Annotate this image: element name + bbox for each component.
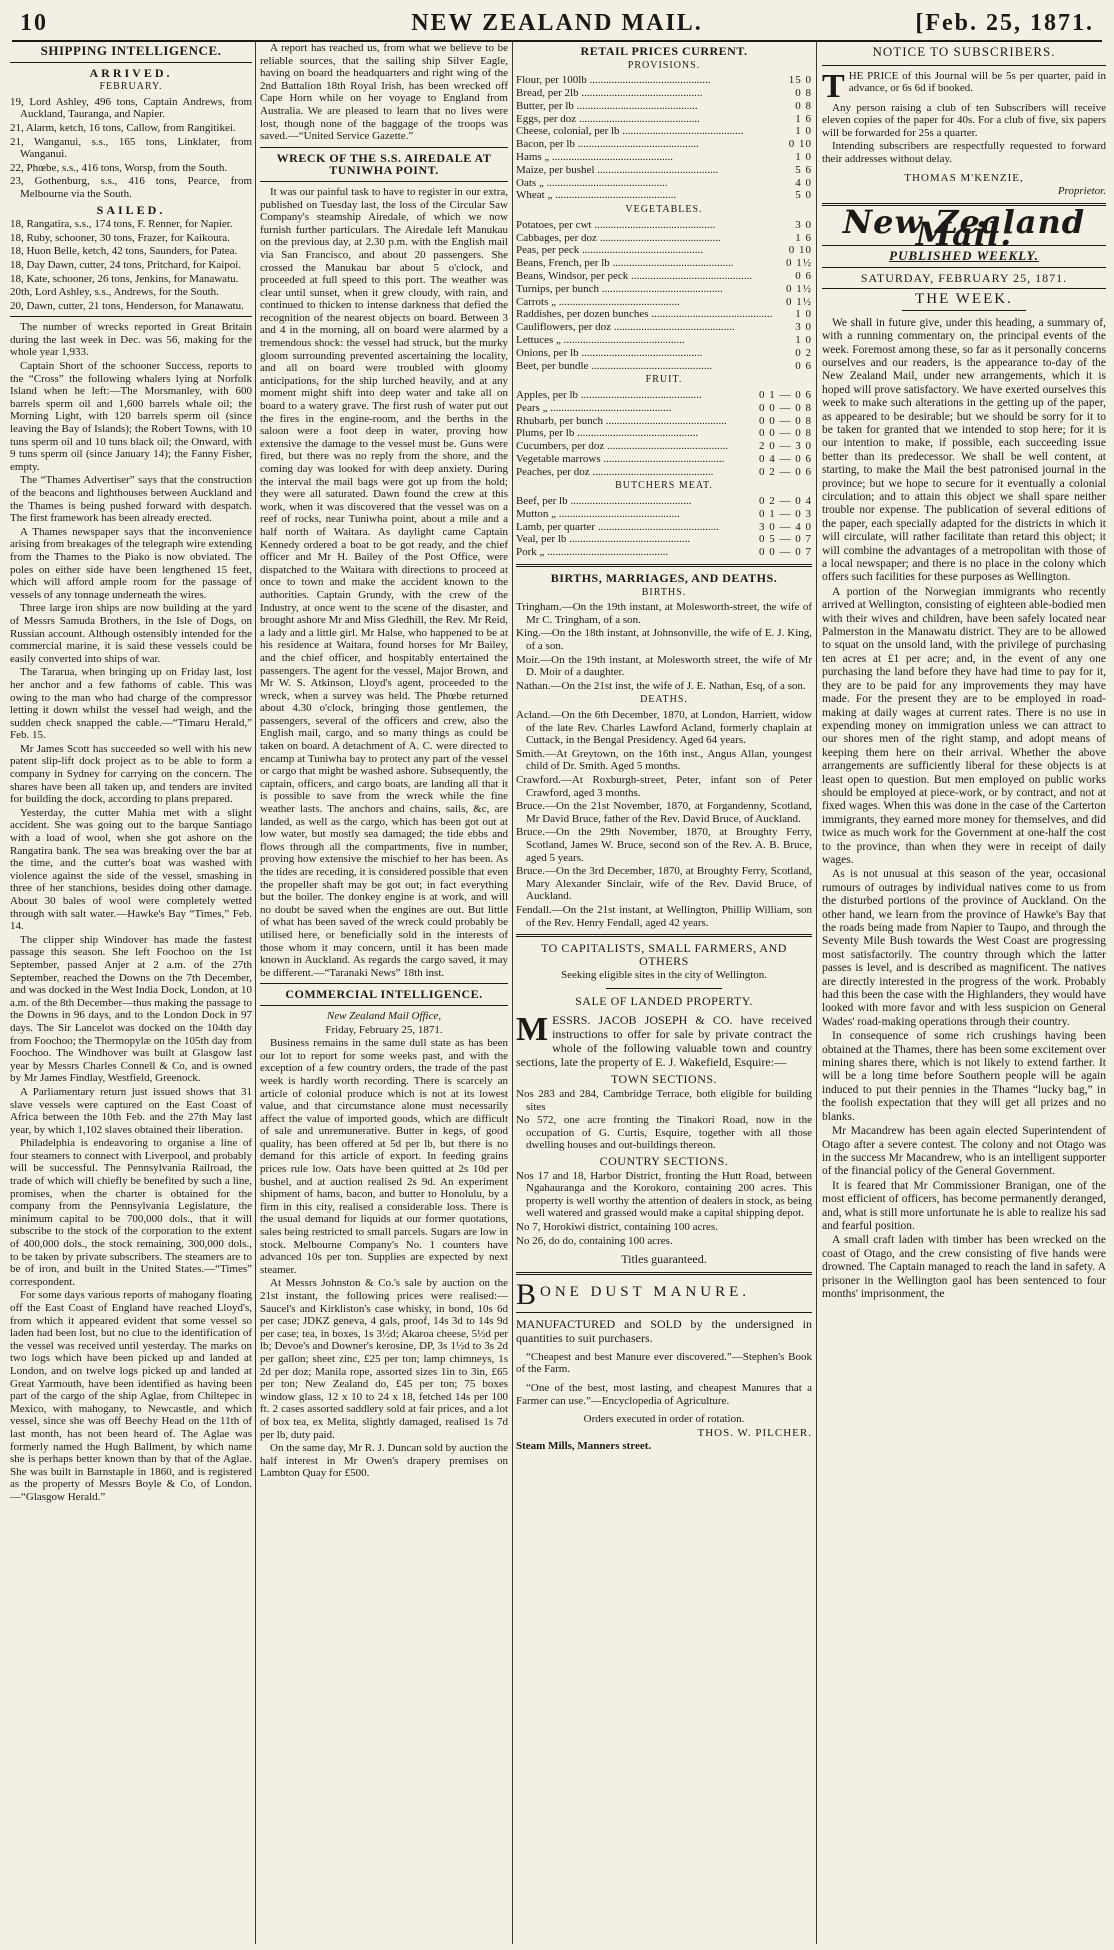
price-row	[516, 244, 812, 257]
bmd-heading: BIRTHS, MARRIAGES, AND DEATHS.	[550, 571, 778, 586]
price-value: 0 2 — 0 6	[759, 465, 812, 478]
birth-entry: Moir.—On the 19th instant, at Molesworth street, the wife of Mr D. Moir of a daughter.	[516, 653, 812, 679]
departure-entry: 18, Kate, schooner, 26 tons, Jenkins, for Manawatu.	[10, 272, 239, 285]
notice-block	[822, 67, 1106, 105]
meat-table	[516, 495, 812, 559]
births-list	[516, 601, 812, 692]
drop-cap: T	[822, 67, 845, 105]
price-row	[516, 495, 812, 508]
article-paragraph: On the same day, Mr R. J. Duncan sold by auction the half interest in Mr Owen's drapery premises on Lambton Quay for £500.	[260, 1442, 508, 1480]
price-item: Hams „ ............................................	[516, 150, 674, 163]
price-row	[516, 308, 812, 321]
price-row	[516, 546, 812, 559]
price-item: Cucumbers, per doz ............................................	[516, 440, 729, 453]
arrival-entry: 23, Gothenburg, s.s., 416 tons, Pearce, from Melbourne via the South.	[10, 175, 252, 200]
notice-paragraph: Intending subscribers are respectfully requested to forward their addresses without delay.	[822, 140, 1106, 165]
vegetables-table	[516, 219, 812, 373]
price-value: 0 1 — 0 3	[759, 507, 812, 520]
price-row	[516, 440, 812, 453]
notice-heading: NOTICE TO SUBSCRIBERS.	[872, 44, 1056, 59]
section-heading: SHIPPING INTELLIGENCE.	[40, 43, 222, 58]
price-value: 1 0	[795, 125, 812, 138]
price-value: 1 0	[795, 333, 812, 346]
office-date: Friday, February 25, 1871.	[325, 1023, 443, 1036]
provisions-label: PROVISIONS.	[627, 59, 701, 71]
subheading-arrived: ARRIVED.	[89, 65, 173, 80]
column-editorial	[822, 42, 1106, 1944]
death-entry: Bruce.—On the 29th November, 1870, at Broughty Ferry, Scotland, James W. Bruce, second son of the Rev. A. B. Bruce, aged 5 years.	[516, 826, 812, 864]
country-section: Nos 17 and 18, Harbor District, fronting the Hutt Road, between Ngahauranga and the Korokoro, containing 200 acres. This property is well worthy the attention of dealers in stock, as being well watered and grassed would make a capital shipping depot.	[516, 1169, 812, 1220]
price-item: Cheese, colonial, per lb ............................................	[516, 125, 744, 138]
divider	[10, 62, 252, 63]
price-item: Bacon, per lb ............................................	[516, 138, 699, 151]
quote: “Cheapest and best Manure ever discovered.”—Stephen's Book of the Farm.	[516, 1350, 812, 1376]
departure-entry: 20th, Lord Ashley, s.s., Andrews, for the South.	[10, 286, 219, 299]
price-item: Bread, per 2lb ............................................	[516, 86, 703, 99]
price-row	[516, 415, 812, 428]
price-row	[516, 177, 812, 190]
price-value: 5 0	[795, 189, 812, 202]
issue-date: [Feb. 25, 1871.	[915, 10, 1094, 36]
fruit-label: FRUIT.	[645, 374, 683, 386]
price-value: 0 8	[795, 86, 812, 99]
published-weekly: PUBLISHED WEEKLY.	[889, 247, 1039, 263]
week-paragraph: A small craft laden with timber has been wrecked on the coast of Otago, and the crew consisting of five hands were drowned. The Captain managed to reach the land in safety. A prisoner in the Wellington gaol has been sentenced to four months' imprisonment, the	[822, 1234, 1106, 1300]
price-item: Raddishes, per dozen bunches ............................................	[516, 308, 773, 321]
departure-entry: 20, Dawn, cutter, 21 tons, Henderson, for Manawatu.	[10, 299, 244, 312]
week-article	[822, 317, 1106, 1302]
shipping-news	[10, 321, 252, 1503]
divider	[822, 65, 1106, 66]
divider	[822, 267, 1106, 268]
column-rule	[512, 42, 513, 1944]
death-entry: Acland.—On the 6th December, 1870, at London, Harriett, widow of the late Rev. Charles Lawford Acland, formerly chaplain at Cuttack, in the Bengal Presidency. Aged 64 years.	[516, 709, 812, 747]
column-rule	[816, 42, 817, 1944]
price-row	[516, 74, 812, 87]
price-row	[516, 427, 812, 440]
news-paragraph: The Tararua, when bringing up on Friday last, lost her anchor and a few fathoms of cable. This was owing to the man who had charge of the compressor letting it down whilst the vessel had weigh, and the sudden check snapped the cable.—“Timaru Herald,” Feb. 15.	[10, 666, 252, 742]
price-item: Turnips, per bunch ............................................	[516, 282, 723, 295]
price-row	[516, 453, 812, 466]
death-entry: Bruce.—On the 3rd December, 1870, at Broughty Ferry, Scotland, Mary Alexander Sinclair, wife of the Rev. David Bruce, of Auckland.	[516, 865, 812, 903]
price-row	[516, 138, 812, 151]
fruit-table	[516, 389, 812, 479]
quote: “One of the best, most lasting, and cheapest Manures that a Farmer can use.”—Encyclopedia of Agriculture.	[516, 1381, 812, 1407]
news-paragraph: Philadelphia is endeavoring to organise a line of four steamers to connect with Liverpool, and probably will be successful. The Pennsylvania Railroad, the trade of which will chiefly be benefited by such a line, promises, when the charter is obtained for the company from the Pennsylvania Legislature, the minimum capital to be 700,000 dols., that it will subscribe to the stock of the corporation to the extent of 400,000 dols., the stock remaining, 300,000 dols., to be taken by private subscribers. The steamers are to be of iron, and built in the United States.—“Times” correspondent.	[10, 1137, 252, 1288]
notice-text: HE PRICE of this Journal will be 5s per quarter, paid in advance, or 6s 6d if booked.	[848, 69, 1106, 95]
birth-entry: King.—On the 18th instant, at Johnsonville, the wife of E. J. King, of a son.	[516, 627, 812, 653]
week-paragraph: In consequence of some rich crushings having been obtained at the Thames, there has been some excitement over mining shares there, which is not likely to extend farther. It will be a long time before Southern people will be again induced to put their pennies in the Thames “lucky bag,” in the foolish expectation that they will get all prizes and no blanks.	[822, 1030, 1106, 1123]
price-value: 0 0 — 0 8	[759, 414, 812, 427]
price-value: 0 8	[795, 99, 812, 112]
price-row	[516, 533, 812, 546]
news-paragraph: Yesterday, the cutter Mahia met with a slight accident. She was going out to the barque Santiago with a load of wool, when she got ashore on the Rangatira bank. The sea was breaking over the bar at the time, and the cutter's boat was washed with violence against the side of the vessel, smashing in three of her stanchions, besides doing other damage. About 30 bales of wool were completely wetted through with salt water.—Hawke's Bay “Times,” Feb. 14.	[10, 806, 252, 933]
prices-heading: RETAIL PRICES CURRENT.	[580, 44, 748, 58]
divider	[260, 983, 508, 984]
price-item: Cabbages, per doz ............................................	[516, 231, 721, 244]
price-item: Butter, per lb ............................................	[516, 99, 698, 112]
notice-paragraph: Any person raising a club of ten Subscribers will receive eleven copies of the paper for 40s. For a club of five, six papers will be forwarded for 25s a quarter.	[822, 101, 1106, 139]
price-item: Beet, per bundle ............................................	[516, 359, 713, 372]
proprietor-name: THOMAS M'KENZIE,	[904, 171, 1024, 184]
week-paragraph: We shall in future give, under this heading, a summary of, with a running commentary on, the principal events of the week. Foremost among these, so far as it personally concerns ourselves and our readers, is the appearance to-day of the New Zealand Mail, under new arrangements, which it is hoped will prove satisfactory. We have exerted ourselves this week to make such alterations in the getting up of the paper, as appeared to be desirable; but we should be sorry for it to be taken for granted that we intended to stop here; for it is our intention to make, if possible, each succeeding issue better than its predecessor. We shall be well content, at starting, to make the Mail the best patronised journal in the province; but we hope to secure for it eventually a colonial circulation; and to attain this object we shall spare neither trouble nor expense. The publication of several editions of the paper, each specially adapted for the districts in which it will circulate, will rather facilitate than retard this object; it will combine the advantages of a metropolitan with those of a local newspaper; and there is no place in the colony which offers such facilities for these purposes as Wellington.	[822, 316, 1106, 584]
price-value: 0 6	[795, 359, 812, 372]
price-value: 1 6	[795, 112, 812, 125]
price-value: 0 10	[788, 138, 812, 151]
commercial-heading: COMMERCIAL INTELLIGENCE.	[285, 987, 483, 1002]
price-value: 15 0	[788, 74, 812, 87]
birth-entry: Nathan.—On the 21st inst, the wife of J. E. Nathan, Esq, of a son.	[516, 679, 806, 692]
price-value: 0 1½	[786, 295, 812, 308]
price-row	[516, 257, 812, 270]
masthead	[12, 6, 1102, 42]
price-item: Beans, French, per lb ............................................	[516, 257, 734, 270]
price-row	[516, 296, 812, 309]
divider	[516, 934, 812, 937]
price-row	[516, 334, 812, 347]
price-value: 0 6	[795, 269, 812, 282]
week-paragraph: It is feared that Mr Commissioner Branigan, one of the most efficient of officers, has become permanently deranged, and, what is still more unfortunate he is able to realize his sad and fearful position.	[822, 1179, 1106, 1232]
divider	[10, 316, 252, 317]
divider	[516, 1312, 812, 1313]
week-paragraph: Mr Macandrew has been again elected Superintendent of Otago after a severe contest. The colony and not Otago was in the success Mr Macandrew, who is an intelligent supporter of the financial policy of the General Government.	[822, 1125, 1106, 1178]
article-paragraph: A report has reached us, from what we believe to be reliable sources, that the sailing ship Silver Eagle, having on board the headquarters and right wing of the 2nd Battalion 18th Royal Irish, has been wrecked off Cape Horn while on her voyage to England from Australia. We are pleased to learn that no lives were lost, though none of the baggage of the troops was saved.—“United Service Gazette.”	[260, 42, 508, 143]
capitalists-sub: Seeking eligible sites in the city of Wellington.	[560, 969, 768, 982]
deaths-label: DEATHS.	[640, 694, 688, 706]
price-row	[516, 347, 812, 360]
news-paragraph: For some days various reports of mahogany floating off the East Coast of England have reached Lloyd's, from which it appeared evident that some vessel so laden had been lost, but no clue to the identification of the vessel was received until yesterday. The marks on two logs which have been picked up and landed at London, and on twelve logs picked up and landed at Great Yarmouth, have been identified as having been part of the cargo of the ship Aglae, from Chiltepec in Mexico, with mahogany, to Newcastle, and which vessel, since she was off Beechy Head on the 11th of last month, has not been heard of. The Aglae was formerly named the Hugh Ballment, by which name she is perhaps better known than by that of the Aglae. She was built in Barnstaple in 1860, and is registered as the property of Messrs Boyle & Co, of London.—“Glasgow Herald.”	[10, 1289, 252, 1503]
price-item: Rhubarb, per bunch ............................................	[516, 414, 727, 427]
divider	[260, 181, 508, 182]
price-item: Onions, per lb ............................................	[516, 346, 703, 359]
wreck-article	[260, 186, 508, 979]
week-heading: THE WEEK.	[915, 291, 1013, 308]
death-entry: Fendall.—On the 21st instant, at Wellington, Phillip William, son of the Rev. Henry Fendall, aged 42 years.	[516, 903, 812, 929]
address: Steam Mills, Manners street.	[516, 1440, 652, 1453]
price-row	[516, 521, 812, 534]
price-value: 5 6	[795, 163, 812, 176]
capitalists-heading: TO CAPITALISTS, SMALL FARMERS, AND OTHERS	[541, 941, 787, 968]
price-item: Flour, per 100lb ............................................	[516, 74, 711, 87]
column-shipping	[10, 42, 252, 1944]
price-item: Oats „ ............................................	[516, 176, 668, 189]
price-value: 1 0	[795, 150, 812, 163]
death-entry: Crawford.—At Roxburgh-street, Peter, infant son of Peter Crawford, aged 3 months.	[516, 773, 812, 799]
column-rule	[255, 42, 256, 1944]
news-paragraph: Captain Short of the schooner Success, reports to the “Cross” the following whalers lying at Norfolk Island when he left:—The Morsmanley, with 600 barrels sperm oil and 1,600 barrels whale oil; the Morning Light, with 120 barrels sperm oil (since leaving the Bay of Islands); the Robert Towns, with 10 tuns sperm oil and 10 tuns black oil; the Onward, with 9 tuns sperm oil (since January 14); the Fanny Fisher, empty.	[10, 360, 252, 473]
price-row	[516, 125, 812, 138]
bone-dust-ad	[516, 1277, 812, 1311]
divider	[516, 1272, 812, 1275]
price-item: Potatoes, per cwt ............................................	[516, 218, 716, 231]
price-value: 0 1½	[786, 282, 812, 295]
town-heading: TOWN SECTIONS.	[610, 1072, 718, 1087]
price-item: Veal, per lb ............................................	[516, 533, 691, 546]
divider	[260, 1005, 508, 1006]
departure-entry: 18, Rangatira, s.s., 174 tons, F. Renner, for Napier.	[10, 218, 233, 231]
town-section: Nos 283 and 284, Cambridge Terrace, both eligible for building sites	[516, 1088, 812, 1113]
news-paragraph: The clipper ship Windover has made the fastest passage this season. She left Foochoo on the 1st September, passed Anjer at 2 a.m. of the 27th September, reached the Downs on the 7th December, and was docked in the West India Dock, London, at 10 a.m. of the 8th December—thus making the passage to the Downs in 96 days, and to the London Dock in 97 days. The Sir Lancelot was docked on the 104th day from Foochoo; the Thermopylæ on the 105th day from Foochoo. The Windhover was built at Glasgow last year by Messrs Charles Connell & Co, and is owned by Mr James Findlay, Westfield, Greenock.	[10, 933, 252, 1085]
provisions-table	[516, 74, 812, 202]
price-value: 0 0 — 0 8	[759, 427, 812, 440]
departure-entry: 18, Ruby, schooner, 30 tons, Frazer, for Kaikoura.	[10, 231, 230, 244]
price-value: 0 5 — 0 7	[759, 533, 812, 546]
price-row	[516, 232, 812, 245]
price-value: 0 10	[788, 244, 812, 257]
price-row	[516, 389, 812, 402]
price-value: 0 4 — 0 6	[759, 452, 812, 465]
price-item: Peas, per peck ............................................	[516, 244, 703, 257]
price-item: Vegetable marrows ............................................	[516, 452, 725, 465]
price-item: Beef, per lb ............................................	[516, 495, 692, 508]
news-paragraph: Mr James Scott has succeeded so well with his new patent slip-lift dock project as to be able to form a company in Sydney for carrying on the concern. The shares have been all taken up, and tenders are invited for building the dock, according to plans prepared.	[10, 742, 252, 806]
price-item: Maize, per bushel ............................................	[516, 163, 719, 176]
arrival-entry: 21, Alarm, ketch, 16 tons, Callow, from Rangitikei.	[10, 121, 236, 134]
proprietor-title: Proprietor.	[1057, 185, 1106, 198]
news-paragraph: A Parliamentary return just issued shows that 31 slave vessels were captured on the East Coast of Africa between the 10th Feb. and the 27th May last year, by which 1,102 slaves obtained their liberation.	[10, 1085, 252, 1136]
country-heading: COUNTRY SECTIONS.	[599, 1154, 729, 1169]
price-value: 3 0 — 4 0	[759, 520, 812, 533]
price-item: Lamb, per quarter ............................................	[516, 520, 719, 533]
country-sections	[516, 1170, 812, 1248]
price-item: Apples, per lb ............................................	[516, 388, 702, 401]
price-value: 3 0	[795, 218, 812, 231]
article-paragraph: It was our painful task to have to register in our extra, published on Tuesday last, the loss of the Circular Saw Company's steamship Airedale, of which we now furnish further particulars. The Airedale left Manukau on the previous day, at 2.30 p.m. with the English mail via San Francisco, and about 20 passengers. She crossed the Manukau bar about 5 o'clock, and proceeded at full speed to this port. The weather was clear until sunset, when it grew cloudy, with rain, and continued to thicken to intense darkness that defied the recognition of the nearest objects on board. Between 3 and 4 in the morning, all on board were alarmed by a tremendous shock: the vessel had struck, but the murky gloom surrounding prevented ascertaining the locality, and all on board were troubled with gloomy anticipations, for the ship lurched heavily, and at any moment might shift into deep water and take all on board to a watery grave. The first rush of water put out the fires in the engine-room, and the berths in the saloon were a foot deep in water, proving how extensive the damage to the vessel must be. Guns were fired, but there was no reply from the shore, and the coming day was looked for with deep anxiety. During the interval the mail bags were got up from the hold; they were all saturated. Dawn found the crew at this work, when it was discovered that the vessel was on a reef of rocks, near Tuniwha point, about a mile and a half north of Waitara. As daylight came Captain Kennedy ordered a boat to be got ready, and the chief officer and Mr H. Bailey of the Post Office, were dispatched to the Waitara with directions to proceed at once to town and make the accident known to the authorities. Captain Grundy, with the crew of the Industry, at once went to the scene of the disaster, and brought ashore Mr and Miss Gledhill, the Rev. Mr Reid, a lady and a little girl. Mr Halse, who happened to be at his residence at Waitara, found horses for Mr Bailey, and the chief officer, and hospitably entertained the passengers. The agent for the vessel, Major Brown, and Mr W. S. Atkinson, Lloyd's agent, proceeded to the wreck, when a survey was held. The Phœbe returned about 4.30 o'clock, bringing those gentlemen, the passengers, several of the officers and crew, also the English mail, cargo, and so many things as could be taken on board. A detachment of A. C. were directed to encamp at Tuniwha bay to protect any part of the vessel or cargo that might be washed ashore. Subsequently, the captain, officers, and cargo boats, are landing all that it is possible to save from the wreck while the fine weather lasts. The anchors and chains, sails, &c, are landed, as well as the cargo, which has been got out at low water, but mostly sea damaged; the tide ebbs and flows through all the compartments, five in number, proving how extensive the mischief to her has been. As the tides are receding, it is considered possible that even the propeller shaft may be got out; in fact everything but the boiler. The donkey engine is at work, and will no doubt be saved when the engines are out. But little of what has been saved of the wreck could probably be utilised here, or beneficially sold in the interests of those whom it may concern, until it has been made known in Auckland. As regards the cargo saved, it may be different.—“Taranaki News” 18th inst.	[260, 185, 508, 979]
price-item: Beans, Windsor, per peck ............................................	[516, 269, 752, 282]
issue-dateline: SATURDAY, FEBRUARY 25, 1871.	[860, 270, 1068, 285]
price-row	[516, 113, 812, 126]
birth-entry: Tringham.—On the 19th instant, at Molesworth-street, the wife of Mr C. Tringham, of a son.	[516, 601, 812, 626]
price-item: Mutton „ ............................................	[516, 507, 680, 520]
departure-entry: 18, Huon Belle, ketch, 42 tons, Saunders, for Patea.	[10, 245, 238, 258]
price-value: 0 0 — 0 8	[759, 401, 812, 414]
price-row	[516, 151, 812, 164]
paper-nameplate: New Zealand Mail.	[842, 202, 1086, 254]
month-label: FEBRUARY.	[99, 81, 163, 93]
price-item: Pork „ ............................................	[516, 546, 669, 559]
country-section: No 7, Horokiwi district, containing 100 acres.	[516, 1221, 718, 1233]
article-paragraph: At Messrs Johnston & Co.'s sale by auction on the 21st instant, the following prices were realised:—Saucel's and Kirkliston's case whisky, in bond, 10s 6d per case; JDKZ geneva, 4 gals, proof, 14s 3d to 14s 9d per case; tea, in boxes, 1s 3½d; Akaroa cheese, 5½d per lb; Devoe's and Downer's kerosine, DP, 3s 1½d to 3s 2d per gallon; sheet zinc, £25 per ton; lamp chimneys, 1s 2d per doz; Manila rope, assorted sizes 1in to 3in, £65 per ton; New Zealand do, £45 per ton; 75 boxes window glass, 12 x 10 to 24 x 18, fetched 14s per 100 ft. 2 cases assorted saddlery sold at fair prices, and a lot of box tea, ex Melita, slightly damaged, realised 1s 7d per lb, duty paid.	[260, 1277, 508, 1441]
price-row	[516, 219, 812, 232]
price-row	[516, 360, 812, 373]
price-item: Peaches, per doz ............................................	[516, 465, 714, 478]
bone-text: MANUFACTURED and SOLD by the undersigned in quantities to suit purchasers.	[516, 1316, 812, 1345]
price-item: Eggs, per doz ............................................	[516, 112, 700, 125]
news-paragraph: The number of wrecks reported in Great Britain during the last week in Dec. was 56, making for the whole year 1,933.	[10, 321, 252, 359]
arrival-entry: 21, Wanganui, s.s., 165 tons, Linklater, from Wanganui.	[10, 135, 252, 161]
departure-entry: 18, Day Dawn, cutter, 24 tons, Pritchard, for Kaipoi.	[10, 258, 242, 271]
drop-cap: M	[516, 1011, 549, 1049]
price-row	[516, 466, 812, 479]
arrivals-list	[10, 96, 252, 201]
town-sections	[516, 1088, 812, 1152]
price-value: 2 0 — 3 0	[759, 440, 812, 453]
paper-title: NEW ZEALAND MAIL.	[411, 10, 703, 36]
death-entry: Bruce.—On the 21st November, 1870, at Forgandenny, Scotland, Mr David Bruce, father of the Rev. David Bruce, of Auckland.	[516, 800, 812, 825]
sale-notice	[516, 1013, 812, 1069]
births-label: BIRTHS.	[641, 586, 687, 598]
meat-label: BUTCHERS MEAT.	[615, 480, 713, 492]
bone-heading: ONE DUST MANURE.	[540, 1283, 750, 1300]
price-row	[516, 321, 812, 334]
price-value: 0 1½	[786, 257, 812, 270]
deaths-list	[516, 709, 812, 929]
week-paragraph: As is not unusual at this season of the year, occasional rumours of outrages by individual natives come to us from the disturbed portions of the province of Auckland. On the other hand, we learn from the province of Hawke's Bay that the roads being made from Napier to Taupo, and through the Seventy Mile Bush towards the West Coast are progressing most satisfactorily. The country through which the latter passes is level, and is described as magnificent. The natives are directly interested in the progress of the work. Probably had this been the case with the Highlanders, they would have looked with more favor and with less suspicion on General Wades' road-making operations through their country.	[822, 868, 1106, 1028]
departures-list	[10, 218, 252, 312]
price-value: 3 0	[795, 321, 812, 334]
wreck-heading: WRECK OF THE S.S. AIREDALE AT TUNIWHA POINT.	[276, 150, 492, 178]
news-paragraph: The “Thames Advertiser” says that the construction of the beacons and lighthouses between Auckland and the Thames is being pushed forward with despatch. The first framework has been already erected.	[10, 474, 252, 525]
price-value: 0 1 — 0 6	[759, 388, 812, 401]
page-number: 10	[20, 10, 48, 36]
divider	[606, 988, 722, 989]
price-row	[516, 270, 812, 283]
divider	[902, 310, 1026, 311]
price-value: 1 0	[795, 308, 812, 321]
death-entry: Smith.—At Greytown, on the 16th inst., Angus Allan, youngest child of Dr. Smith. Aged 5 months.	[516, 747, 812, 773]
price-item: Carrots „ ............................................	[516, 295, 680, 308]
price-row	[516, 164, 812, 177]
price-value: 0 2 — 0 4	[759, 495, 812, 508]
column-prices-notices	[516, 42, 812, 1944]
office-line: New Zealand Mail Office,	[326, 1009, 442, 1022]
orders-line: Orders executed in order of rotation.	[583, 1413, 745, 1426]
price-row	[516, 283, 812, 296]
titles-line: Titles guaranteed.	[621, 1252, 707, 1267]
signature: THOS. W. PILCHER.	[697, 1426, 812, 1439]
news-paragraph: A Thames newspaper says that the inconvenience arising from breakages of the telegraph wire extending from the Thames to the Piako is now obviated. The poles on either side have been lengthened 15 feet, which will afford ample room for the passage of vessels of any tonnage underneath the wires.	[10, 525, 252, 601]
price-row	[516, 508, 812, 521]
price-item: Cauliflowers, per doz ............................................	[516, 321, 735, 334]
price-row	[516, 402, 812, 415]
vegetables-label: VEGETABLES.	[625, 204, 703, 216]
arrival-entry: 22, Phœbe, s.s., 416 tons, Worsp, from the South.	[10, 161, 228, 174]
price-item: Plums, per lb ............................................	[516, 427, 699, 440]
price-row	[516, 189, 812, 202]
article-paragraph: Business remains in the same dull state as has been our lot to report for some weeks past, and with the exception of a few country orders, the trade of the past week is hardly worth recording. There is scarcely an article of colonial produce which is not at its lowest value, and that circumstance alone must necessarily affect the value of imported goods, which are difficult of sale and unremunerative. Butter in kegs, of good quality, has been offered at 5d per lb, but there is no demand for this article of export. In feeding grains prices rule low. Oats have been quitted at 2s 10d per bushel, and at auction realised 2s 9d. An experiment shipment of hams, bacon, and butter to Honolulu, by a firm in this city, realised a considerable loss. There is the usual demand for liquids at our former quotations, sales being restricted to small parcels. Sugars are low in stock. Melbourne Company's No. 1 counters have advanced 10s per ton. Supplies are expected by next steamer.	[260, 1037, 508, 1276]
divider	[516, 564, 812, 567]
divider	[260, 147, 508, 148]
sale-heading: SALE OF LANDED PROPERTY.	[575, 993, 753, 1008]
divider	[822, 288, 1106, 289]
price-item: Pears „ ............................................	[516, 401, 672, 414]
price-row	[516, 100, 812, 113]
subheading-sailed: SAILED.	[96, 202, 166, 217]
country-section: No 26, do do, containing 100 acres.	[516, 1234, 673, 1247]
price-item: Wheat „ ............................................	[516, 189, 677, 202]
town-section: No 572, one acre fronting the Tinakori Road, now in the occupation of G. Curtis, Esquire, together with all those dwelling houses and out-buildings thereon.	[516, 1114, 812, 1152]
drop-cap: B	[516, 1277, 537, 1311]
news-paragraph: Three large iron ships are now building at the yard of Messrs Samuda Brothers, in the Isle of Dogs, on Russian account. Although ostensibly intended for the commercial marine, it is said these vessels could be easily converted into ships of war.	[10, 602, 252, 665]
price-value: 0 0 — 0 7	[759, 546, 812, 559]
commercial-article	[260, 1037, 508, 1480]
price-row	[516, 87, 812, 100]
price-item: Lettuces „ ............................................	[516, 333, 685, 346]
arrival-entry: 19, Lord Ashley, 496 tons, Captain Andrews, from Auckland, Tauranga, and Napier.	[10, 95, 252, 121]
column-news	[260, 42, 508, 1944]
week-paragraph: A portion of the Norwegian immigrants who recently arrived at Wellington, consisting of eighteen able-bodied men with their wives and children, have been safely located near Palmerston in the Manawatu district. They are to be allowed to squat on the unsold land, with the privilege of purchasing ten acres at £1 per acre; and, in the event of any one purchasing the land before they have had time to pay for it, they are to be paid for any improvements they may have made. For the present they are to be employed in road-making at daily wages at current rates. There is no use in expending money on immigration unless we can attract to our shores men of the right stamp, and adopt means of keeping them here on their arrival. Whether the above arrangements are sufficiently liberal for these objects is at least open to question. But men employed on public works should be employed at piece-work, or by contract, and not at fixed wages. When this was done in the case of the Carterton immigrants, they earned more money for themselves, and did twice as much work for the Government at one-half the cost to the province, than when they were in receipt of daily wages.	[822, 585, 1106, 866]
price-value: 4 0	[795, 176, 812, 189]
price-value: 1 6	[795, 231, 812, 244]
sale-text: ESSRS. JACOB JOSEPH & CO. have received instructions to offer for sale by private contract the whole of the following valuable town and country sections, late the property of E. J. Wakefield, Esquire:—	[516, 1013, 812, 1070]
price-value: 0 2	[795, 346, 812, 359]
